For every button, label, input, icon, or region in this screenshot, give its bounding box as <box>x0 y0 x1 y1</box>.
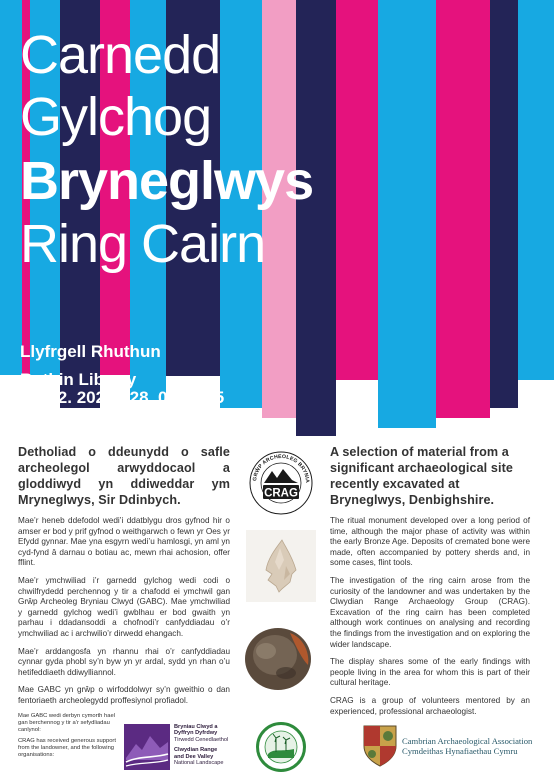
exhibition-dates: 01. 02. 2025 - 28. 02. 2025 <box>20 388 225 407</box>
stripe <box>296 0 336 436</box>
welsh-paragraph: Mae’r ymchwiliad i’r garnedd gylchog wedi codi o chwilfrydedd perchennog y tir a chafodd ei ymchwil gan Grŵp Archeoleg Bryniau Clwyd (GABC). Mae ymchwiliad y garnedd gylchog wedi’i gwblhau er bod gwaith yn parhau i ddadansoddi a chofnodi’r canfyddiadau o’r ymchwiliad ac i archwilio’r dirwedd ehangach. <box>18 575 230 638</box>
welsh-paragraph: Mae’r heneb ddefodol wedi’i ddatblygu dros gyfnod hir o amser er bod y prif gyfnod o weithgarwch o fewn yr Oes yr Efydd gynnar. Mae yna esgyrn wedi’u hamlosgi, yn aml yn cyd-fynd â darnau o botiau ac, mewn rhai achosion, offer fflint. <box>18 516 230 568</box>
english-paragraph: The ritual monument developed over a long period of time, although the major phase of activity was within the early Bronze Age. Deposits of cremated bone were made, often accompanied by pottery sherds and, in some cases, flint tools. <box>330 516 530 568</box>
english-heading: A selection of material from a significant archaeological site recently excavated at Bryneglwys, Denbighshire. <box>330 445 513 507</box>
stripe <box>0 0 22 375</box>
community-wind-badge-logo <box>256 722 306 772</box>
supporters-note <box>18 713 118 763</box>
english-paragraph: The investigation of the ring cairn arose from the curiosity of the landowner and was undertaken by the Clwydian Range Archaeology Group (CRAG). Excavation of the ring cairn has been completed although work continues on analysing and recording the findings from the investigation and on exploring the wider landscape. <box>330 575 530 649</box>
mountain-icon <box>124 724 170 770</box>
supporters-note-english: CRAG has received generous support from the landowner, and the following organisations: <box>18 738 116 758</box>
clwydian-english-1: Clwydian Range <box>174 747 218 754</box>
clwydian-english-2: and Dee Valley <box>174 753 214 760</box>
cambrian-archaeological-association-logo <box>360 722 540 768</box>
clwydian-welsh-2: Dyffryn Dyfrdwy <box>174 730 218 737</box>
heraldic-crest-icon <box>360 722 400 768</box>
stripe <box>436 0 490 418</box>
supporters-note-welsh: Mae GABC wedi derbyn cymorth hael gan berchennog y tir a’r sefydliadau canlynol: <box>18 713 115 733</box>
welsh-paragraph: Mae’r arddangosfa yn rhannu rhai o’r canfyddiadau cynnar gyda phobl sy’n byw yn yr ardal, sydd yn rhan o’u hetifeddiaeth ddiwylliannol. <box>18 646 230 677</box>
crag-ring-text: GRŴP ARCHEOLEG BRYNIA <box>252 453 311 484</box>
stripe <box>518 0 554 380</box>
venue-welsh: Llyfrgell Rhuthun <box>20 342 161 361</box>
crag-logo <box>246 447 316 515</box>
middle-column <box>246 447 316 698</box>
welsh-column <box>18 444 230 714</box>
clwydian-welsh-1: Bryniau Clwyd a <box>174 724 218 730</box>
english-column <box>330 444 530 724</box>
title-line-2: Gylchog <box>20 87 212 147</box>
clwydian-welsh-3: Tirwedd Cenedlaethol <box>174 736 229 743</box>
venue-english: Ruthin Library <box>20 370 137 389</box>
clwydian-range-logo <box>124 722 234 774</box>
crag-logo-text: CRAG <box>264 487 298 500</box>
welsh-paragraph: Mae GABC yn grŵp o wirfoddolwyr sy’n gweithio o dan fentoriaeth archeolegydd proffesiynol profiadol. <box>18 685 230 705</box>
title-line-1: Carnedd <box>20 25 221 85</box>
clwydian-english-3: National Landscape <box>174 760 224 767</box>
cambrian-welsh-name: Cymdeithas Hynafiaethau Cymru <box>402 746 518 756</box>
stripe <box>336 0 378 380</box>
title-line-4: Ring Cairn <box>20 214 266 274</box>
english-paragraph: The display shares some of the early findings with people living in the area for whom this is part of their cultural heritage. <box>330 657 530 688</box>
cambrian-english-name: Cambrian Archaeological Association <box>402 736 533 746</box>
flint-arrowhead-image <box>246 530 316 602</box>
stripe <box>490 0 518 408</box>
stone-tool-image <box>242 621 314 693</box>
english-paragraph: CRAG is a group of volunteers mentored by an experienced, professional archaeologist. <box>330 695 530 716</box>
welsh-heading: Detholiad o ddeunydd o safle archeolegol arwyddocaol a gloddiwyd yn ddiweddar ym Mryneglwys, Sir Ddinbych. <box>18 445 230 507</box>
title-line-3: Bryneglwys <box>20 151 314 211</box>
stripe <box>378 0 436 428</box>
